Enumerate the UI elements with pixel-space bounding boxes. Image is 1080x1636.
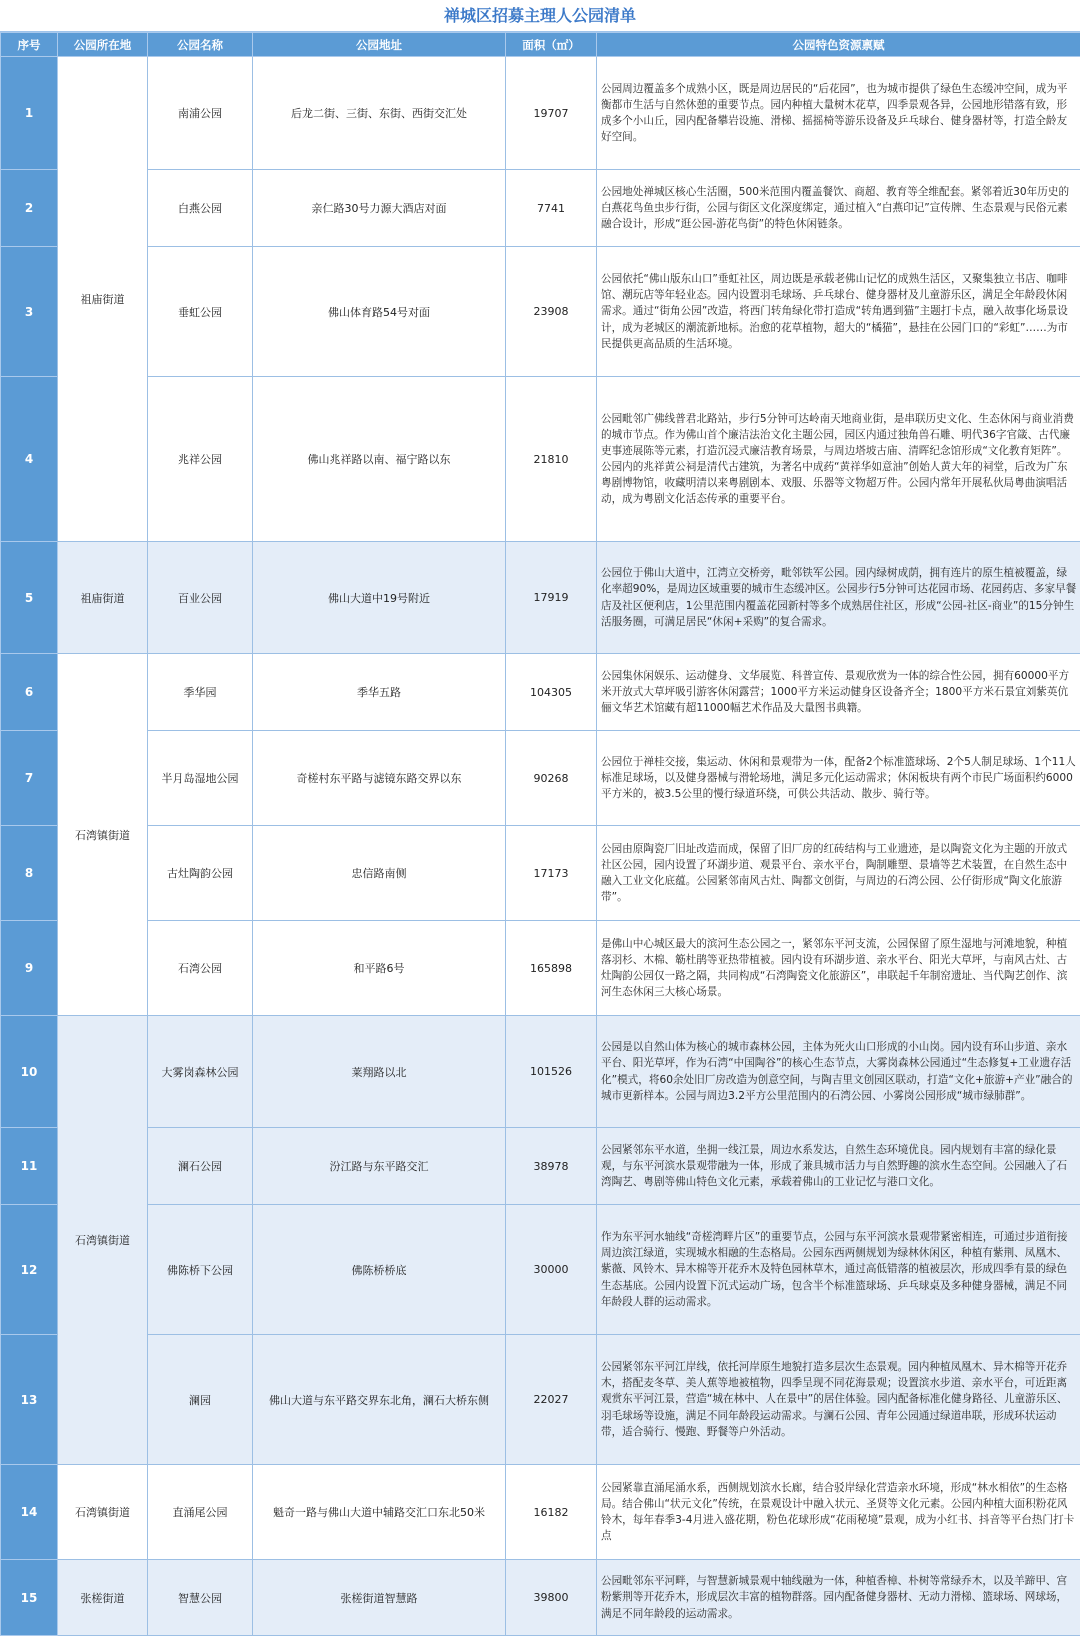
table-row: [1, 247, 1080, 377]
park-name: 季华园: [148, 654, 253, 731]
table-row: [1, 542, 1080, 654]
park-area: 38978: [506, 1128, 597, 1205]
park-name: 澜石公园: [148, 1128, 253, 1205]
district-cell: 祖庙街道: [58, 57, 148, 542]
district-cell: 石湾镇街道: [58, 1016, 148, 1465]
row-index: 7: [1, 731, 58, 826]
park-features: 公园是以自然山体为核心的城市森林公园，主体为死火山口形成的小山岗。园内设有环山步道、亲水平台、阳光草坪，作为石湾“中国陶谷”的核心生态节点，大雾岗森林公园通过“生态修复+工业遗存活化”模式，将60余处旧厂房改造为创意空间，与陶吉里文创园区联动，打造“文化+旅游+产业”融合的城市更新样本。公园与周边3.2平方公里范围内的石湾公园、小雾岗公园形成“城市绿肺群”。: [597, 1016, 1080, 1128]
park-name: 澜园: [148, 1335, 253, 1465]
park-features: 作为东平河水轴线“奇槎湾畔片区”的重要节点，公园与东平河滨水景观带紧密相连，可通过步道衔接周边滨江绿道，实现城水相融的生态格局。公园东西两侧规划为绿林休闲区，种植有紫荆、凤凰木、紫薇、风铃木、异木棉等开花乔木及特色园林草木，通过高低错落的植被层次，形成四季有景的绿色生态基底。公园内设置下沉式运动广场，包含半个标准篮球场、乒乓球桌及多种健身器械，满足不同年龄段人群的运动需求。: [597, 1205, 1080, 1335]
park-address: 佛陈桥桥底: [253, 1205, 506, 1335]
park-area: 17919: [506, 542, 597, 654]
park-name: 石湾公园: [148, 921, 253, 1016]
park-area: 90268: [506, 731, 597, 826]
park-address: 和平路6号: [253, 921, 506, 1016]
table-row: [1, 57, 1080, 170]
park-area: 101526: [506, 1016, 597, 1128]
park-area: 16182: [506, 1465, 597, 1560]
row-index: 15: [1, 1560, 58, 1636]
park-area: 21810: [506, 377, 597, 542]
row-index: 13: [1, 1335, 58, 1465]
park-name: 大雾岗森林公园: [148, 1016, 253, 1128]
park-features: 公园依托“佛山版东山口”垂虹社区，周边既是承载老佛山记忆的成熟生活区，又聚集独立书店、咖啡馆、潮玩店等年轻业态。园内设置羽毛球场、乒乓球台、健身器材及儿童游乐区，满足全年龄段休闲需求。通过“街角公园”改造，将西门转角绿化带打造成“转角遇到猫”主题打卡点，融入故事化场景设计，成为老城区的潮流新地标。治愈的花草植物，超大的“橘猫”，悬挂在公园门口的“彩虹”……为市民提供更高品质的生活环境。: [597, 247, 1080, 377]
park-address: 奇槎村东平路与滤镜东路交界以东: [253, 731, 506, 826]
park-name: 南浦公园: [148, 57, 253, 170]
table-row: [1, 1465, 1080, 1560]
row-index: 2: [1, 170, 58, 247]
table-row: [1, 826, 1080, 921]
table-row: [1, 1205, 1080, 1335]
park-name: 佛陈桥下公园: [148, 1205, 253, 1335]
park-name: 百业公园: [148, 542, 253, 654]
park-address: 季华五路: [253, 654, 506, 731]
park-name: 古灶陶韵公园: [148, 826, 253, 921]
header-area: 面积（㎡）: [506, 33, 597, 57]
park-features: 公园由原陶瓷厂旧址改造而成，保留了旧厂房的红砖结构与工业遗迹，是以陶瓷文化为主题的开放式社区公园，园内设置了环湖步道、观景平台、亲水平台，陶制雕塑、景墙等艺术装置，在自然生态中融入工业文化底蕴。公园紧邻南风古灶、陶都文创街，与周边的石湾公园、公仔街形成“陶文化旅游带”。: [597, 826, 1080, 921]
park-area: 17173: [506, 826, 597, 921]
park-area: 104305: [506, 654, 597, 731]
park-name: 直涌尾公园: [148, 1465, 253, 1560]
header-index: 序号: [1, 33, 58, 57]
row-index: 9: [1, 921, 58, 1016]
district-cell: 祖庙街道: [58, 542, 148, 654]
row-index: 1: [1, 57, 58, 170]
park-name: 兆祥公园: [148, 377, 253, 542]
row-index: 12: [1, 1205, 58, 1335]
row-index: 3: [1, 247, 58, 377]
park-features: 公园紧邻东平水道，坐拥一线江景，周边水系发达，自然生态环境优良。园内规划有丰富的绿化景观，与东平河滨水景观带融为一体，形成了兼具城市活力与自然野趣的滨水生态空间。公园融入了石湾陶艺、粤剧等佛山特色文化元素，承载着佛山的工业记忆与港口文化。: [597, 1128, 1080, 1205]
table-row: [1, 1128, 1080, 1205]
table-row: [1, 921, 1080, 1016]
park-features: 公园周边覆盖多个成熟小区，既是周边居民的“后花园”，也为城市提供了绿色生态缓冲空间，成为平衡都市生活与自然休憩的重要节点。园内种植大量树木花草，四季景观各异，公园地形错落有致，形成多个小山丘，园内配备攀岩设施、滑梯、摇摇椅等游乐设备及乒乓球台、健身器材等，打造全龄友好空间。: [597, 57, 1080, 170]
park-area: 30000: [506, 1205, 597, 1335]
row-index: 8: [1, 826, 58, 921]
header-district: 公园所在地: [58, 33, 148, 57]
district-cell: 石湾镇街道: [58, 1465, 148, 1560]
sheet-title: 禅城区招募主理人公园清单: [0, 0, 1080, 32]
table-row: [1, 1560, 1080, 1636]
row-index: 10: [1, 1016, 58, 1128]
park-address: 莱翔路以北: [253, 1016, 506, 1128]
park-features: 公园紧邻东平河江岸线，依托河岸原生地貌打造多层次生态景观。园内种植凤凰木、异木棉等开花乔木，搭配麦冬草、美人蕉等地被植物，四季呈现不同花海景观；设置滨水步道、亲水平台，可近距离观赏东平河江景，营造“城在林中、人在景中”的居住体验。园内配备标准化健身路径、儿童游乐区、羽毛球场等设施，满足不同年龄段运动需求。与澜石公园、青年公园通过绿道串联，形成环状运动带，适合骑行、慢跑、野餐等户外活动。: [597, 1335, 1080, 1465]
park-area: 22027: [506, 1335, 597, 1465]
table-row: [1, 170, 1080, 247]
park-area: 165898: [506, 921, 597, 1016]
park-address: 魁奇一路与佛山大道中辅路交汇口东北50米: [253, 1465, 506, 1560]
park-name: 垂虹公园: [148, 247, 253, 377]
row-index: 4: [1, 377, 58, 542]
park-features: 公园地处禅城区核心生活圈，500米范围内覆盖餐饮、商超、教育等全维配套。紧邻着近30年历史的白燕花鸟鱼虫步行街，公园与街区文化深度绑定，通过植入“白燕印记”宣传牌、生态景观与民俗元素融合设计，形成“逛公园-游花鸟街”的特色休闲链条。: [597, 170, 1080, 247]
park-name: 智慧公园: [148, 1560, 253, 1636]
table-row: [1, 377, 1080, 542]
table-row: [1, 654, 1080, 731]
row-index: 11: [1, 1128, 58, 1205]
district-cell: 石湾镇街道: [58, 654, 148, 1016]
table-row: [1, 1335, 1080, 1465]
district-cell: 张槎街道: [58, 1560, 148, 1636]
park-area: 19707: [506, 57, 597, 170]
header-park-name: 公园名称: [148, 33, 253, 57]
park-features: 公园紧靠直涌尾涌水系，西侧规划滨水长廊，结合驳岸绿化营造亲水环境，形成“林水相依”的生态格局。结合佛山“状元文化”传统，在景观设计中融入状元、圣贤等文化元素。公园内种植大面积粉花风铃木，每年春季3-4月进入盛花期，粉色花球形成“花雨秘境”景观，成为小红书、抖音等平台热门打卡点: [597, 1465, 1080, 1560]
park-address: 佛山大道中19号附近: [253, 542, 506, 654]
row-index: 14: [1, 1465, 58, 1560]
park-address: 佛山大道与东平路交界东北角，澜石大桥东侧: [253, 1335, 506, 1465]
table-row: [1, 1016, 1080, 1128]
header-features: 公园特色资源禀赋: [597, 33, 1080, 57]
park-address: 亲仁路30号力源大酒店对面: [253, 170, 506, 247]
park-features: 公园位于佛山大道中，江湾立交桥旁，毗邻铁军公园。园内绿树成荫，拥有连片的原生植被覆盖，绿化率超90%，是周边区域重要的城市生态缓冲区。公园步行5分钟可达花园市场、花园药店、多家早餐店及社区便利店，1公里范围内覆盖花园新村等多个成熟居住社区，形成“公园-社区-商业”的15分钟生活服务圈，可满足居民“休闲+采购”的复合需求。: [597, 542, 1080, 654]
park-area: 39800: [506, 1560, 597, 1636]
park-features: 公园毗邻东平河畔，与智慧新城景观中轴线融为一体，种植香樟、朴树等常绿乔木，以及羊蹄甲、宫粉紫荆等开花乔木，形成层次丰富的植物群落。园内配备健身器材、无动力滑梯、篮球场、网球场，满足不同年龄段的运动需求。: [597, 1560, 1080, 1636]
park-name: 白燕公园: [148, 170, 253, 247]
park-features: 是佛山中心城区最大的滨河生态公园之一，紧邻东平河支流，公园保留了原生湿地与河滩地貌，种植落羽杉、木棉、簕杜鹃等亚热带植被。园内设有环湖步道、亲水平台、阳光大草坪，与南风古灶、古灶陶韵公园仅一路之隔，共同构成“石湾陶瓷文化旅游区”，串联起千年制窑遗址、当代陶艺创作、滨河生态休闲三大核心场景。: [597, 921, 1080, 1016]
park-address: 汾江路与东平路交汇: [253, 1128, 506, 1205]
header-address: 公园地址: [253, 33, 506, 57]
park-address: 佛山体育路54号对面: [253, 247, 506, 377]
park-table: [0, 32, 1080, 1636]
header-row: [1, 33, 1080, 57]
park-address: 佛山兆祥路以南、福宁路以东: [253, 377, 506, 542]
park-address: 后龙二街、三街、东街、西街交汇处: [253, 57, 506, 170]
park-features: 公园位于禅桂交接，集运动、休闲和景观带为一体，配备2个标准篮球场、2个5人制足球场、1个11人标准足球场，以及健身器械与滑轮场地，满足多元化运动需求；休闲板块有两个市民广场面积约6000平方米的，被3.5公里的慢行绿道环绕，可供公共活动、散步、骑行等。: [597, 731, 1080, 826]
park-area: 7741: [506, 170, 597, 247]
park-features: 公园集休闲娱乐、运动健身、文华展览、科普宣传、景观欣赏为一体的综合性公园，拥有60000平方米开放式大草坪吸引游客休闲露营；1000平方米运动健身区设备齐全；1800平方米石景宜刘紫英伉俪文华艺术馆藏有超11000幅艺术作品及大量图书典籍。: [597, 654, 1080, 731]
row-index: 5: [1, 542, 58, 654]
park-features: 公园毗邻广佛线普君北路站，步行5分钟可达岭南天地商业街，是串联历史文化、生态休闲与商业消费的城市节点。作为佛山首个廉洁法治文化主题公园，园区内通过独角兽石雕、明代36字官箴、古代廉吏事迹展陈等元素，打造沉浸式廉洁教育场景，与周边塔坡古庙、清晖纪念馆形成“文化教育矩阵”。公园内的兆祥黄公祠是清代古建筑，为著名中成药“黄祥华如意油”创始人黄大年的祠堂，后改为广东粤剧博物馆，收藏明清以来粤剧剧本、戏服、乐器等文物超万件。公园内常年开展私伙局粤曲演唱活动，成为粤剧文化活态传承的重要平台。: [597, 377, 1080, 542]
park-area: 23908: [506, 247, 597, 377]
park-address: 忠信路南侧: [253, 826, 506, 921]
table-row: [1, 731, 1080, 826]
park-name: 半月岛湿地公园: [148, 731, 253, 826]
row-index: 6: [1, 654, 58, 731]
park-address: 张槎街道智慧路: [253, 1560, 506, 1636]
